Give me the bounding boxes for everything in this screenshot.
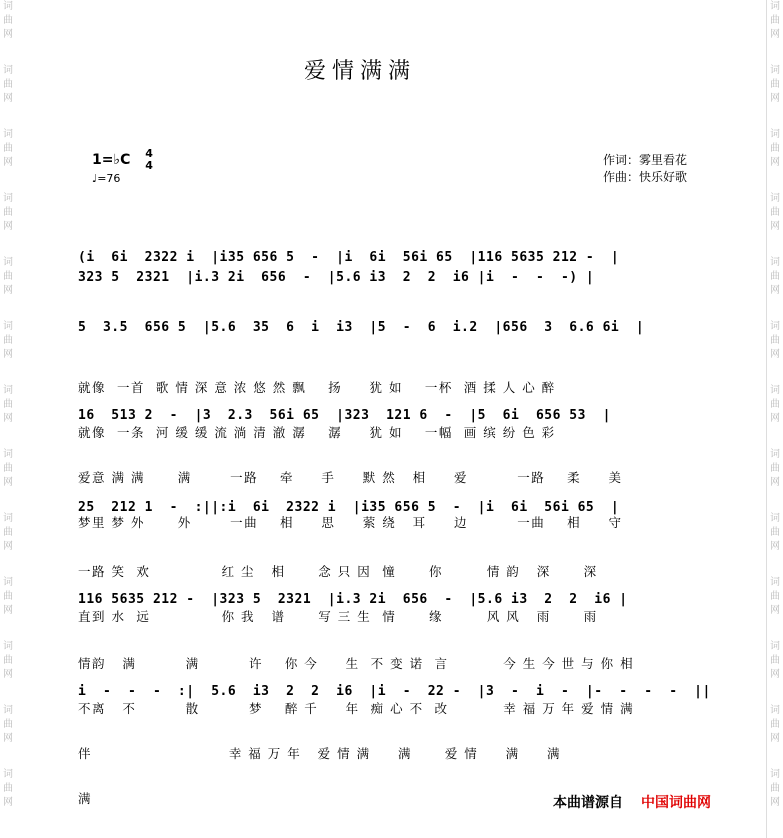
- watermark-gap: [767, 234, 783, 256]
- watermark-gap: [767, 426, 783, 448]
- lyric-line: 情韵 满 满 许 你 今 生 不 变 诺 言 今 生 今 世 与 你 相: [78, 656, 635, 671]
- credits: [603, 152, 687, 186]
- watermark-glyph: 曲: [3, 463, 13, 474]
- watermark-glyph: 曲: [770, 719, 780, 730]
- watermark-glyph: 词: [770, 577, 780, 588]
- watermark-glyph: 网: [770, 477, 780, 488]
- watermark-gap: [0, 746, 16, 768]
- score-row-6: 116 5635 212 - |323 5 2321 |i.3 2i 656 - |5.6 i3 2 2 i6 |: [78, 592, 628, 607]
- lyric-line: 伴 幸 福 万 年 爱 情 满 满 爱 情 满 满: [78, 746, 562, 761]
- lyric-line: 一路 笑 欢 红 尘 相 念 只 因 憧 你 情 韵 深 深: [78, 564, 598, 579]
- watermark-gap: [0, 490, 16, 512]
- watermark-glyph: 网: [770, 605, 780, 616]
- lyricist: 作词：雾里看花: [603, 153, 688, 167]
- source-brand-link[interactable]: 中国词曲网: [641, 795, 711, 811]
- source-credit: [553, 792, 711, 812]
- watermark-glyph: 词: [3, 705, 13, 716]
- watermark-glyph: 网: [770, 669, 780, 680]
- watermark-glyph: 曲: [3, 655, 13, 666]
- watermark-glyph: 网: [770, 733, 780, 744]
- watermark-gap: [767, 298, 783, 320]
- watermark-glyph: 词: [3, 257, 13, 268]
- watermark-gap: [0, 426, 16, 448]
- watermark-glyph: 词: [3, 449, 13, 460]
- watermark-glyph: 词: [770, 769, 780, 780]
- watermark-glyph: 网: [3, 477, 13, 488]
- watermark-gap: [0, 618, 16, 640]
- watermark-glyph: 词: [3, 65, 13, 76]
- watermark-gap: [767, 490, 783, 512]
- watermark-glyph: 网: [3, 29, 13, 40]
- watermark-gap: [767, 618, 783, 640]
- watermark-glyph: 网: [770, 157, 780, 168]
- watermark-glyph: 词: [770, 129, 780, 140]
- watermark-glyph: 曲: [770, 527, 780, 538]
- watermark-glyph: 词: [770, 513, 780, 524]
- watermark-glyph: 词: [770, 641, 780, 652]
- lyric-line: 直到 水 远 你 我 谱 写 三 生 情 缘 风 风 雨 雨: [78, 609, 598, 624]
- score-row-5: 25 212 1 - :||:i 6i 2322 i |i35 656 5 - |i 6i 56i 65 |: [78, 500, 620, 515]
- watermark-glyph: 词: [3, 193, 13, 204]
- lyric-line: 就像 一条 河 缓 缓 流 淌 清 澈 潺 潺 犹 如 一幅 画 缤 纷 色 彩: [78, 425, 556, 440]
- song-title: 爱情满满: [303, 59, 416, 84]
- watermark-glyph: 词: [3, 385, 13, 396]
- watermark-glyph: 曲: [770, 79, 780, 90]
- watermark-glyph: 网: [3, 93, 13, 104]
- watermark-glyph: 网: [770, 349, 780, 360]
- watermark-glyph: 曲: [3, 719, 13, 730]
- watermark-glyph: 曲: [770, 591, 780, 602]
- lyrics-block-3: [78, 534, 718, 639]
- watermark-gap: [0, 234, 16, 256]
- time-bottom: 4: [145, 159, 153, 172]
- watermark-glyph: 网: [770, 221, 780, 232]
- watermark-glyph: 词: [3, 513, 13, 524]
- watermark-gap: [767, 554, 783, 576]
- watermark-gap: [0, 810, 16, 832]
- watermark-glyph: 网: [3, 669, 13, 680]
- right-watermark-strip: [766, 0, 783, 838]
- watermark-glyph: 词: [770, 193, 780, 204]
- watermark-glyph: 曲: [3, 15, 13, 26]
- watermark-glyph: 网: [3, 605, 13, 616]
- watermark-glyph: 词: [770, 65, 780, 76]
- watermark-glyph: 词: [770, 1, 780, 12]
- watermark-glyph: 网: [770, 29, 780, 40]
- watermark-gap: [767, 810, 783, 832]
- watermark-glyph: 曲: [3, 399, 13, 410]
- watermark-gap: [767, 682, 783, 704]
- watermark-glyph: 网: [3, 157, 13, 168]
- watermark-glyph: 曲: [3, 527, 13, 538]
- watermark-glyph: 词: [770, 705, 780, 716]
- watermark-glyph: 曲: [3, 591, 13, 602]
- watermark-glyph: 网: [770, 541, 780, 552]
- watermark-glyph: 网: [3, 221, 13, 232]
- watermark-gap: [767, 42, 783, 64]
- watermark-glyph: 曲: [770, 783, 780, 794]
- score-row-7: i - - - :| 5.6 i3 2 2 i6 |i - 22 - |3 - i - |- - - - ||: [78, 684, 711, 699]
- watermark-glyph: 网: [3, 285, 13, 296]
- watermark-glyph: 网: [3, 413, 13, 424]
- watermark-glyph: 网: [3, 797, 13, 808]
- watermark-glyph: 网: [770, 93, 780, 104]
- watermark-glyph: 网: [3, 733, 13, 744]
- lyric-line: 不离 不 散 梦 醉 千 年 痴 心 不 改 幸 福 万 年 爱 情 满: [78, 701, 635, 716]
- time-top: 4: [145, 147, 153, 160]
- watermark-glyph: 曲: [3, 207, 13, 218]
- watermark-glyph: 曲: [770, 463, 780, 474]
- watermark-gap: [767, 746, 783, 768]
- watermark-glyph: 词: [3, 321, 13, 332]
- score-row-3: 5 3.5 656 5 |5.6 35 6 i i3 |5 - 6 i.2 |656 3 6.6 6i |: [78, 320, 645, 335]
- watermark-glyph: 词: [3, 641, 13, 652]
- watermark-glyph: 网: [3, 541, 13, 552]
- watermark-gap: [0, 106, 16, 128]
- watermark-glyph: 词: [3, 129, 13, 140]
- watermark-gap: [767, 170, 783, 192]
- watermark-glyph: 曲: [770, 271, 780, 282]
- lyric-line: 满: [78, 791, 93, 806]
- tempo-mark: ♩=76: [92, 172, 121, 185]
- watermark-glyph: 词: [770, 257, 780, 268]
- composer: 作曲：快乐好歌: [603, 170, 688, 184]
- watermark-glyph: 曲: [770, 15, 780, 26]
- watermark-glyph: 词: [770, 385, 780, 396]
- score-row-1: (i 6i 2322 i |i35 656 5 - |i 6i 56i 65 |116 5635 212 - |: [78, 250, 620, 265]
- watermark-glyph: 曲: [770, 143, 780, 154]
- time-signature: [145, 148, 153, 172]
- watermark-glyph: 词: [770, 449, 780, 460]
- watermark-gap: [767, 362, 783, 384]
- lyric-line: 就像 一首 歌 情 深 意 浓 悠 然 飘 扬 犹 如 一杯 酒 揉 人 心 醉: [78, 380, 556, 395]
- lyric-line: 梦里 梦 外 外 一曲 相 思 萦 绕 耳 边 一曲 相 守: [78, 515, 623, 530]
- watermark-gap: [0, 170, 16, 192]
- watermark-glyph: 曲: [3, 271, 13, 282]
- watermark-gap: [0, 362, 16, 384]
- watermark-glyph: 网: [770, 413, 780, 424]
- watermark-glyph: 曲: [770, 655, 780, 666]
- watermark-glyph: 网: [770, 797, 780, 808]
- watermark-glyph: 曲: [3, 335, 13, 346]
- score-row-4: 16 513 2 - |3 2.3 56i 65 |323 121 6 - |5 6i 656 53 |: [78, 408, 611, 423]
- key-signature: [92, 148, 153, 172]
- lyric-line: 爱意 满 满 满 一路 牵 手 默 然 相 爱 一路 柔 美: [78, 470, 623, 485]
- watermark-glyph: 曲: [770, 399, 780, 410]
- watermark-glyph: 曲: [770, 335, 780, 346]
- key-label: 1=♭C: [92, 152, 131, 168]
- watermark-glyph: 网: [3, 349, 13, 360]
- watermark-glyph: 网: [770, 285, 780, 296]
- watermark-glyph: 曲: [3, 79, 13, 90]
- lyrics-block-2: [78, 440, 718, 545]
- watermark-gap: [0, 554, 16, 576]
- score-row-2: 323 5 2321 |i.3 2i 656 - |5.6 i3 2 2 i6 |i - - -) |: [78, 270, 595, 285]
- source-label: 本曲谱源自: [553, 795, 623, 811]
- watermark-glyph: 曲: [770, 207, 780, 218]
- watermark-glyph: 词: [3, 769, 13, 780]
- left-watermark-strip: [0, 0, 16, 838]
- watermark-gap: [767, 106, 783, 128]
- watermark-glyph: 词: [3, 577, 13, 588]
- watermark-glyph: 词: [3, 1, 13, 12]
- watermark-glyph: 曲: [3, 143, 13, 154]
- watermark-glyph: 曲: [3, 783, 13, 794]
- watermark-glyph: 词: [770, 321, 780, 332]
- watermark-gap: [0, 682, 16, 704]
- watermark-gap: [0, 298, 16, 320]
